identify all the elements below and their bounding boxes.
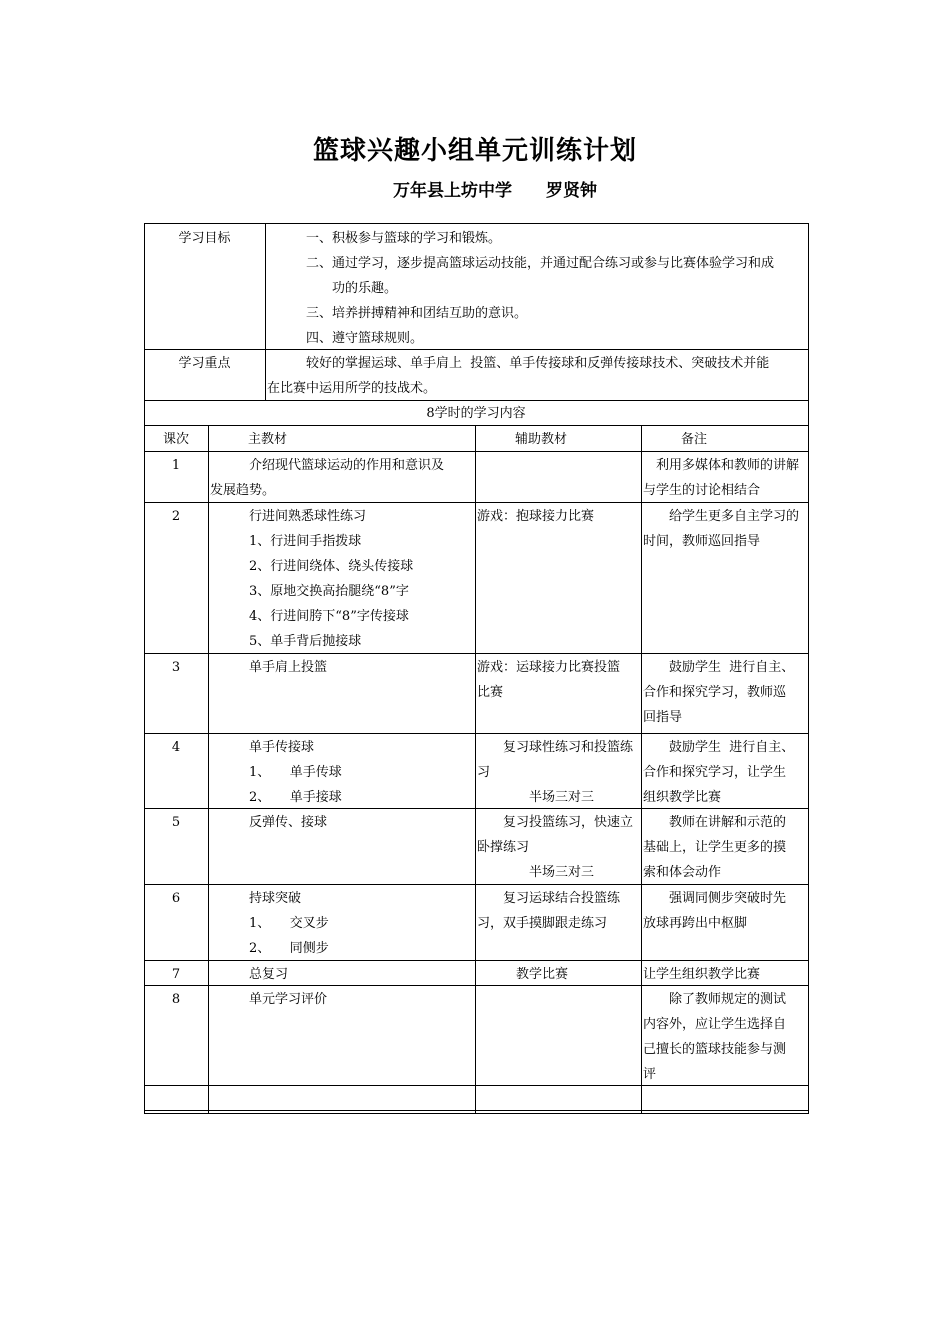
remark: 鼓励学生 进行自主、 — [643, 740, 795, 755]
main-material: 单手肩上投篮 — [210, 660, 328, 675]
column-header: 主教材 — [248, 432, 288, 447]
column-header: 课次 — [162, 432, 189, 447]
remark: 合作和探究学习，让学生 — [643, 765, 787, 780]
goals-line: 二、通过学习，逐步提高篮球运动技能，并通过配合练习或参与比赛体验学习和成 — [267, 256, 775, 271]
lesson-number: 5 — [171, 815, 181, 830]
lesson-number: 1 — [171, 458, 181, 473]
document-subtitle: 万年县上坊中学 罗贤钟 — [393, 181, 597, 201]
aux-material: 复习投篮练习，快速立 — [477, 815, 634, 830]
remark: 评 — [643, 1067, 657, 1082]
main-material: 1、 单手传球 — [210, 765, 342, 780]
main-material: 3、原地交换高抬腿绕“8”字 — [210, 584, 409, 599]
main-material: 单元学习评价 — [210, 992, 328, 1007]
remark: 鼓励学生 进行自主、 — [643, 660, 795, 675]
main-material: 1、行进间手指拨球 — [210, 534, 362, 549]
column-header: 备注 — [681, 432, 708, 447]
main-material: 4、行进间胯下“8”字传接球 — [210, 609, 409, 624]
main-material: 持球突破 — [210, 891, 302, 906]
row-divider — [144, 733, 809, 734]
table-rule — [208, 426, 209, 1114]
main-material: 1、 交叉步 — [210, 916, 329, 931]
main-material: 2、 同侧步 — [210, 941, 329, 956]
remark: 己擅长的篮球技能参与测 — [643, 1042, 787, 1057]
aux-material: 半场三对三 — [477, 865, 595, 880]
remark: 组织教学比赛 — [643, 790, 722, 805]
lesson-number: 3 — [171, 660, 181, 675]
aux-material: 习 — [477, 765, 491, 780]
remark: 时间，教师巡回指导 — [643, 534, 761, 549]
table-right-border — [808, 223, 809, 1114]
remark: 给学生更多自主学习的 — [643, 509, 800, 524]
main-material: 单手传接球 — [210, 740, 315, 755]
aux-material: 教学比赛 — [477, 967, 569, 982]
goals-label: 学习目标 — [178, 231, 231, 246]
column-header: 辅助教材 — [515, 432, 568, 447]
main-material: 反弹传、接球 — [210, 815, 328, 830]
remark: 除了教师规定的测试 — [643, 992, 787, 1007]
table-rule — [641, 426, 642, 1114]
aux-material: 复习球性练习和投篮练 — [477, 740, 634, 755]
main-material: 介绍现代篮球运动的作用和意识及 — [210, 458, 445, 473]
main-material: 总复习 — [210, 967, 289, 982]
document-title: 篮球兴趣小组单元训练计划 — [312, 136, 637, 166]
lesson-number: 7 — [171, 967, 181, 982]
goals-line: 四、遵守篮球规则。 — [267, 331, 424, 346]
aux-material: 复习运球结合投篮练 — [477, 891, 621, 906]
remark: 合作和探究学习，教师巡 — [643, 685, 787, 700]
remark: 基础上，让学生更多的摸 — [643, 840, 787, 855]
aux-material: 游戏：抱球接力比赛 — [477, 509, 595, 524]
goals-line: 一、积极参与篮球的学习和锻炼。 — [267, 231, 502, 246]
table-rule — [475, 426, 476, 1114]
aux-material: 游戏：运球接力比赛投篮 — [477, 660, 621, 675]
section-title: 8学时的学习内容 — [426, 406, 526, 421]
remark: 与学生的讨论相结合 — [643, 483, 761, 498]
remark: 强调同侧步突破时先 — [643, 891, 787, 906]
goals-line: 三、培养拼搏精神和团结互助的意识。 — [267, 306, 528, 321]
remark: 索和体会动作 — [643, 865, 722, 880]
remark: 教师在讲解和示范的 — [643, 815, 787, 830]
remark: 回指导 — [643, 710, 683, 725]
aux-material: 半场三对三 — [477, 790, 595, 805]
main-material: 2、 单手接球 — [210, 790, 342, 805]
remark: 让学生组织教学比赛 — [643, 967, 761, 982]
main-material: 5、单手背后抛接球 — [210, 634, 362, 649]
focus-line: 在比赛中运用所学的技战术。 — [267, 381, 437, 396]
lesson-number: 8 — [171, 992, 181, 1007]
goals-line: 功的乐趣。 — [267, 281, 398, 296]
remark: 内容外，应让学生选择自 — [643, 1017, 787, 1032]
lesson-number: 6 — [171, 891, 181, 906]
remark: 利用多媒体和教师的讲解 — [643, 458, 800, 473]
table-top-border — [144, 223, 809, 224]
aux-material: 卧撑练习 — [477, 840, 530, 855]
aux-material: 比赛 — [477, 685, 504, 700]
lesson-number: 2 — [171, 509, 181, 524]
lesson-number: 4 — [171, 740, 181, 755]
main-material: 行进间熟悉球性练习 — [210, 509, 367, 524]
table-bottom-double — [144, 1113, 809, 1114]
focus-line: 较好的掌握运球、单手肩上 投篮、单手传接球和反弹传接球技术、突破技术并能 — [267, 356, 770, 371]
focus-label: 学习重点 — [178, 356, 231, 371]
aux-material: 习，双手摸脚跟走练习 — [477, 916, 608, 931]
main-material: 2、行进间绕体、绕头传接球 — [210, 559, 414, 574]
table-bottom-border — [144, 1110, 809, 1111]
main-material: 发展趋势。 — [210, 483, 276, 498]
remark: 放球再跨出中枢脚 — [643, 916, 748, 931]
label-column-divider — [265, 223, 266, 401]
